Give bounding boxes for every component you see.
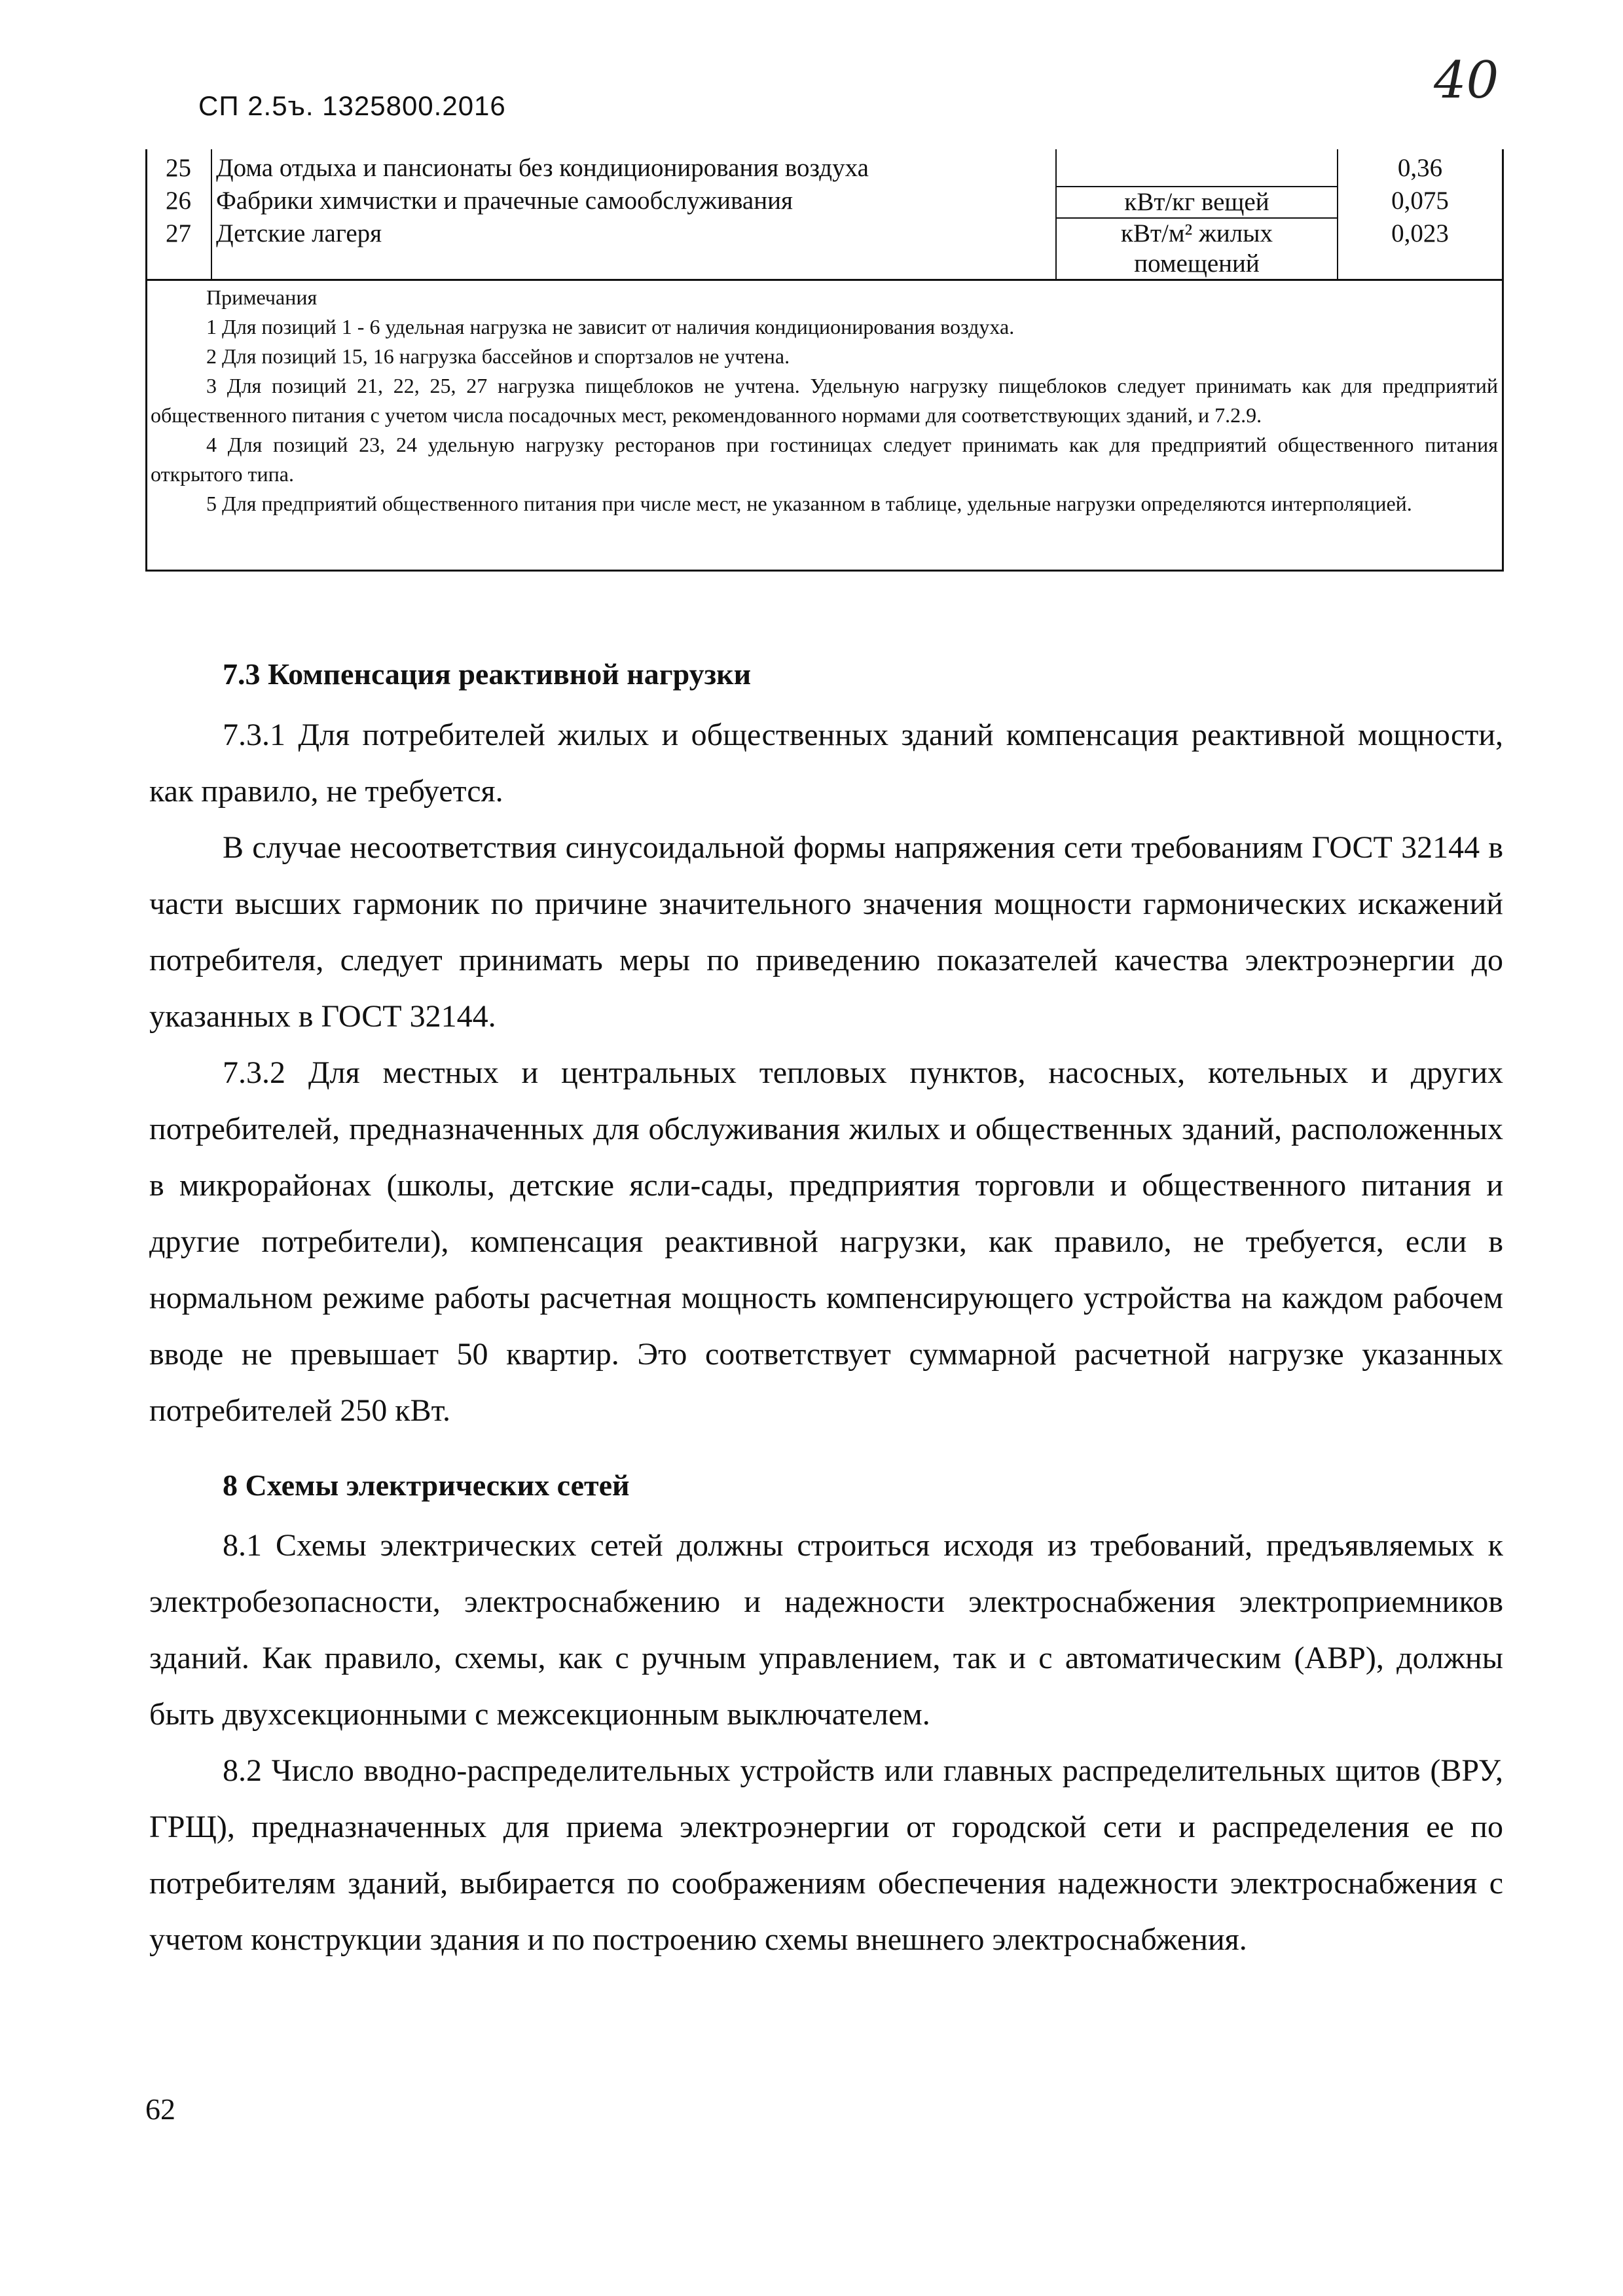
row-name: Дома отдыха и пансионаты без кондиционирования воздуха (216, 154, 869, 182)
note-item: 2 Для позиций 15, 16 нагрузка бассейнов и спортзалов не учтена. (206, 344, 790, 368)
paragraph-7-3-1: 7.3.1 Для потребителей жилых и общественных зданий компенсация реактивной мощности, как правило, не требуется. (149, 718, 1503, 809)
section-heading-7-3: 7.3 Компенсация реактивной нагрузки (223, 657, 752, 691)
paragraph-8-1: 8.1 Схемы электрических сетей должны строиться исходя из требований, предъявляемых к электробезопасности, электроснабжению и надежности электроснабжения электроприемников зданий. Как правило, схемы, как с ручным управлением, так и с автоматическим (АВР), должны быть двухсекционными с межсекционным выключателем. (149, 1528, 1503, 1732)
paragraph-8-2: 8.2 Число вводно-распределительных устройств или главных распределительных щитов (ВРУ, ГРЩ), предназначенных для приема электроэнергии от городской сети и распределения ее по потребителям зданий, выбирается по соображениям обеспечения надежности электроснабжения с учетом конструкции здания и по построению схемы внешнего электроснабжения. (149, 1753, 1503, 1957)
row-unit: кВт/кг вещей (1124, 188, 1269, 216)
row-value: 0,36 (1397, 154, 1443, 182)
paragraph-7-3-2: 7.3.2 Для местных и центральных тепловых пунктов, насосных, котельных и других потребителей, предназначенных для обслуживания жилых и общественных зданий, расположенных в микрорайонах (школы, детские ясли-сады, предприятия торговли и общественного питания и другие потребители), компенсация реактивной нагрузки, как правило, не требуется, если в нормальном режиме работы расчетная мощность компенсирующего устройства на каждом рабочем вводе не превышает 50 квартир. Это соответствует суммарной расчетной нагрузке указанных потребителей 250 кВт. (149, 1055, 1503, 1428)
section-heading-8: 8 Схемы электрических сетей (223, 1468, 630, 1502)
table (145, 149, 1504, 572)
row-number: 26 (166, 187, 191, 215)
table-notes (151, 283, 1498, 519)
row-unit-line2: помещений (1134, 249, 1260, 278)
note-item: 5 Для предприятий общественного питания при числе мест, не указанном в таблице, удельные нагрузки определяются интерполяцией. (206, 492, 1412, 515)
table-border-bottom (145, 570, 1504, 572)
table-border-right (1502, 149, 1504, 572)
row-name: Детские лагеря (216, 219, 382, 247)
row-value: 0,023 (1391, 219, 1449, 247)
document-code: СП 2.5ъ. 1325800.2016 (198, 90, 506, 121)
row-value: 0,075 (1391, 187, 1449, 215)
table-col-divider-1 (211, 149, 212, 280)
row-number: 25 (166, 154, 191, 182)
row-name: Фабрики химчистки и прачечные самообслуживания (216, 187, 793, 215)
note-item: 3 Для позиций 21, 22, 25, 27 нагрузка пищеблоков не учтена. Удельную нагрузку пищеблоков следует принимать как для предприятий общественного питания с учетом числа посадочных мест, рекомендованного нормами для соответствующих зданий, и 7.2.9. (151, 374, 1498, 427)
notes-title: Примечания (206, 285, 318, 309)
handwritten-page-number: 40 (1434, 51, 1499, 110)
paragraph-7-3-1-cont: В случае несоответствия синусоидальной формы напряжения сети требованиям ГОСТ 32144 в части высших гармоник по причине значительного значения мощности гармонических искажений потребителя, следует принимать меры по приведению показателей качества электроэнергии до указанных в ГОСТ 32144. (149, 830, 1503, 1034)
note-item: 1 Для позиций 1 - 6 удельная нагрузка не зависит от наличия кондиционирования воздуха. (206, 315, 1015, 338)
row-unit-line1: кВт/м² жилых (1121, 219, 1273, 247)
note-item: 4 Для позиций 23, 24 удельную нагрузку ресторанов при гостиницах следует принимать как для предприятий общественного питания открытого типа. (151, 433, 1498, 486)
row-number: 27 (166, 219, 191, 247)
page-number: 62 (145, 2092, 175, 2126)
